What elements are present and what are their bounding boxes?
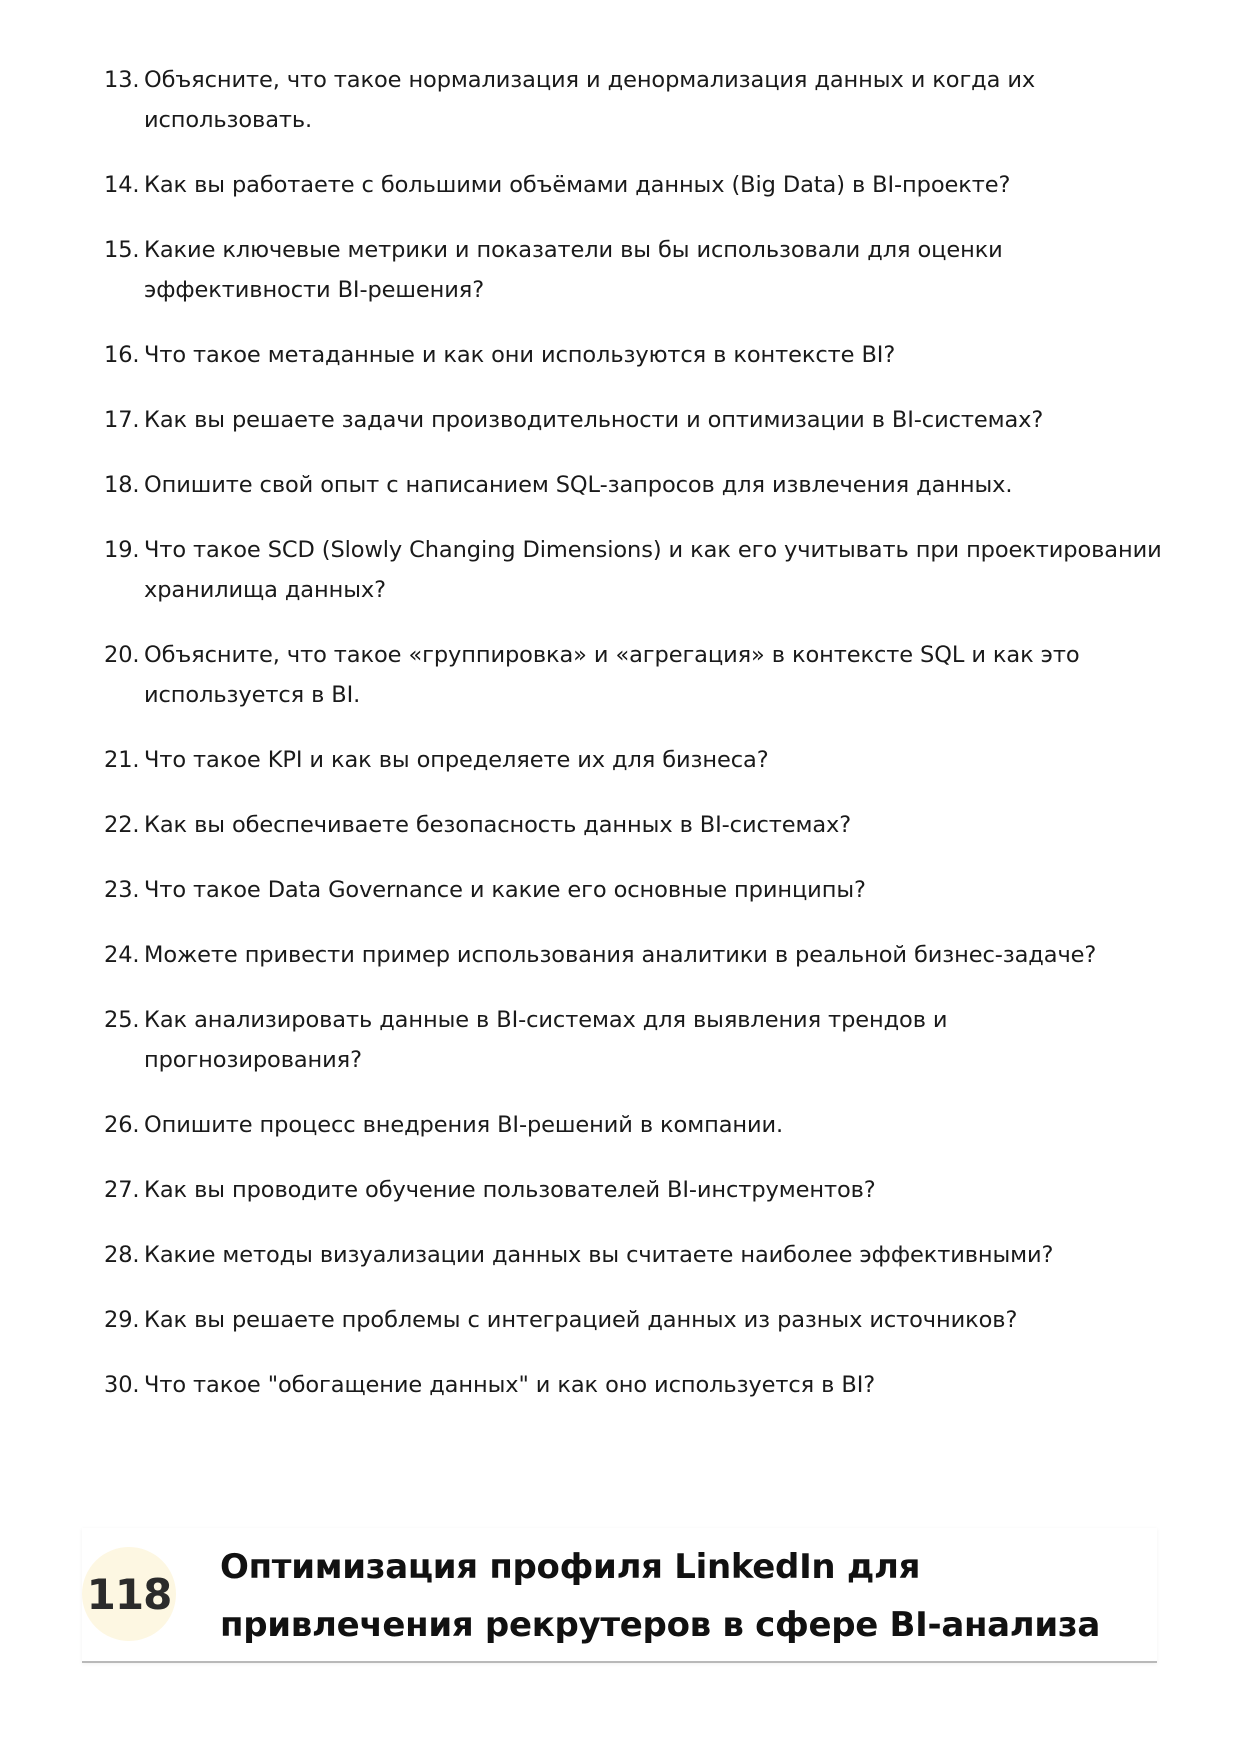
item-text: Как вы проводите обучение пользователей BI-инструментов? <box>144 1177 876 1203</box>
list-item <box>104 465 1164 505</box>
item-text: Объясните, что такое нормализация и денормализация данных и когда их использовать. <box>144 67 1036 133</box>
item-text: Как анализировать данные в BI-системах для выявления трендов и прогнозирования? <box>144 1007 948 1073</box>
item-text: Что такое SCD (Slowly Changing Dimensions) и как его учитывать при проектировании хранилища данных? <box>144 537 1162 603</box>
item-text: Что такое Data Governance и какие его основные принципы? <box>144 877 866 903</box>
item-text: Как вы решаете задачи производительности и оптимизации в BI-системах? <box>144 407 1044 433</box>
list-item <box>104 335 1164 375</box>
item-number: 21. <box>104 747 140 773</box>
item-number: 28. <box>104 1242 140 1268</box>
section-number-badge: 118 <box>82 1547 176 1641</box>
item-text: Как вы решаете проблемы с интеграцией данных из разных источников? <box>144 1307 1018 1333</box>
item-text: Объясните, что такое «группировка» и «агрегация» в контексте SQL и как это используется в BI. <box>144 642 1080 708</box>
item-text: Что такое "обогащение данных" и как оно используется в BI? <box>144 1372 876 1398</box>
item-text: Опишите процесс внедрения BI-решений в компании. <box>144 1112 784 1138</box>
list-item <box>104 1000 1164 1080</box>
item-number: 19. <box>104 537 140 563</box>
item-number: 27. <box>104 1177 140 1203</box>
list-item <box>104 60 1164 140</box>
list-item <box>104 165 1164 205</box>
item-number: 30. <box>104 1372 140 1398</box>
list-item <box>104 935 1164 975</box>
item-number: 17. <box>104 407 140 433</box>
item-number: 29. <box>104 1307 140 1333</box>
item-number: 20. <box>104 642 140 668</box>
item-number: 14. <box>104 172 140 198</box>
item-number: 18. <box>104 472 140 498</box>
item-number: 15. <box>104 237 140 263</box>
item-text: Опишите свой опыт с написанием SQL-запросов для извлечения данных. <box>144 472 1013 498</box>
item-text: Как вы работаете с большими объёмами данных (Big Data) в BI-проекте? <box>144 172 1011 198</box>
list-item <box>104 1300 1164 1340</box>
list-item <box>104 635 1164 715</box>
question-list <box>104 60 1164 1430</box>
section-header <box>82 1528 1157 1663</box>
item-number: 23. <box>104 877 140 903</box>
item-text: Как вы обеспечиваете безопасность данных в BI-системах? <box>144 812 852 838</box>
list-item <box>104 1235 1164 1275</box>
list-item <box>104 740 1164 780</box>
list-item <box>104 1105 1164 1145</box>
item-number: 26. <box>104 1112 140 1138</box>
list-item <box>104 400 1164 440</box>
item-number: 25. <box>104 1007 140 1033</box>
item-number: 16. <box>104 342 140 368</box>
list-item <box>104 805 1164 845</box>
item-text: Можете привести пример использования аналитики в реальной бизнес-задаче? <box>144 942 1097 968</box>
item-number: 24. <box>104 942 140 968</box>
section-title: Оптимизация профиля LinkedIn для привлечения рекрутеров в сфере BI-анализа <box>220 1547 1101 1645</box>
item-text: Что такое KPI и как вы определяете их для бизнеса? <box>144 747 769 773</box>
list-item <box>104 870 1164 910</box>
item-text: Что такое метаданные и как они используются в контексте BI? <box>144 342 896 368</box>
list-item <box>104 1365 1164 1405</box>
item-text: Какие ключевые метрики и показатели вы бы использовали для оценки эффективности BI-решения? <box>144 237 1003 303</box>
item-number: 13. <box>104 67 140 93</box>
item-number: 22. <box>104 812 140 838</box>
list-item <box>104 530 1164 610</box>
list-item <box>104 230 1164 310</box>
item-text: Какие методы визуализации данных вы считаете наиболее эффективными? <box>144 1242 1054 1268</box>
list-item <box>104 1170 1164 1210</box>
